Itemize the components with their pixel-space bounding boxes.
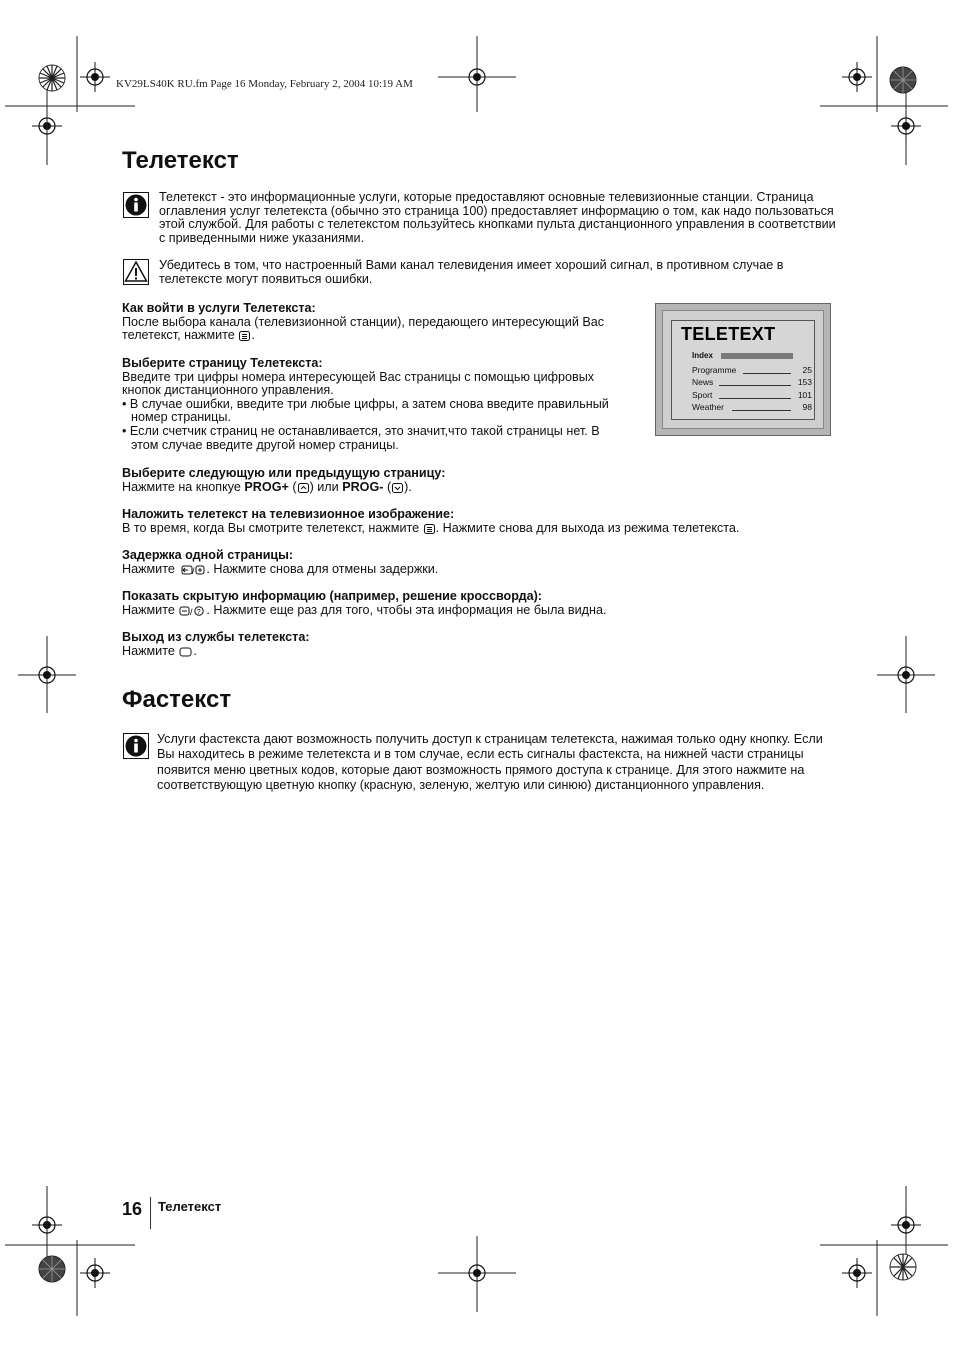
svg-text:?: ? bbox=[197, 608, 202, 616]
section-enter-teletext: Как войти в услуги Телетекста: После выбора канала (телевизионной станции), передающего интересующий Вас телетекст, нажмите . bbox=[122, 302, 632, 343]
section-next-prev: Выберите следующую или предыдущую страницу: Нажмите на кнопкуе PROG+ ( ) или PROG- ( ). bbox=[122, 467, 822, 494]
color-target-icon bbox=[889, 1253, 917, 1281]
list-item: • В случае ошибки, введите три любые цифры, а затем снова введите правильный номер страницы. bbox=[122, 396, 609, 425]
teletext-intro-text: Телетекст - это информационные услуги, которые предоставляют основные телевизионные станции. Страница оглавления услуг телетекста (обычно это страница 100) предоставляет информацию о том, как надо пользоваться этой службой. Для работы с телетекстом пользуйтесь кнопками пульта дистанционного управления в соответствии с приведенными ниже указаниями. bbox=[159, 190, 836, 245]
list-item: News 153 bbox=[692, 377, 812, 387]
registration-mark-icon bbox=[891, 1210, 921, 1240]
enter-heading: Как войти в услуги Телетекста: bbox=[122, 301, 316, 315]
color-target-icon bbox=[889, 66, 917, 94]
registration-mark-icon bbox=[842, 62, 872, 92]
teletext-screen-illustration bbox=[655, 303, 831, 436]
enter-text: После выбора канала (телевизионной станции), передающего интересующий Вас телетекст, нажмите bbox=[122, 314, 605, 343]
prog-minus-label: PROG- bbox=[342, 479, 384, 494]
registration-mark-icon bbox=[891, 111, 921, 141]
teletext-button-icon bbox=[239, 331, 250, 341]
teletext-button-icon bbox=[424, 524, 435, 534]
section-exit: Выход из службы телетекста: Нажмите . bbox=[122, 631, 822, 658]
exit-heading: Выход из службы телетекста: bbox=[122, 630, 310, 644]
list-item: • Если счетчик страниц не останавливается, это значит,что такой страницы нет. В этом случае введите другой номер страницы. bbox=[122, 423, 600, 452]
registration-mark-icon bbox=[842, 1258, 872, 1288]
teletext-screen bbox=[671, 320, 815, 420]
prog-up-icon bbox=[298, 483, 309, 493]
list-item: Programme 25 bbox=[692, 365, 812, 375]
teletext-title: TELETEXT bbox=[681, 324, 776, 344]
info-icon bbox=[123, 192, 149, 218]
prog-plus-label: PROG+ bbox=[244, 479, 289, 494]
registration-mark-icon bbox=[891, 660, 921, 690]
warning-icon bbox=[123, 259, 149, 285]
list-item: Sport 101 bbox=[692, 390, 812, 400]
signal-warning-text: Убедитесь в том, что настроенный Вами канал телевидения имеет хороший сигнал, в противном случае в телетексте могут появиться ошибки. bbox=[159, 258, 784, 286]
section-hold: Задержка одной страницы: Нажмите / . Нажмите снова для отмены задержки. bbox=[122, 549, 822, 576]
section-overlay: Наложить телетекст на телевизионное изображение: В то время, когда Вы смотрите телетекст, нажмите . Нажмите снова для выхода из режима телетекста. bbox=[122, 508, 842, 535]
teletext-screen-bezel bbox=[662, 310, 824, 429]
svg-text:/: / bbox=[190, 606, 193, 616]
overlay-heading: Наложить телетекст на телевизионное изображение: bbox=[122, 507, 455, 521]
prog-down-icon bbox=[392, 483, 403, 493]
registration-mark-icon bbox=[462, 1258, 492, 1288]
color-target-icon bbox=[38, 1255, 66, 1283]
next-prev-heading: Выберите следующую или предыдущую страницу: bbox=[122, 466, 446, 480]
registration-mark-icon bbox=[32, 660, 62, 690]
info-icon bbox=[123, 733, 149, 759]
file-info: KV29LS40K RU.fm Page 16 Monday, February 2, 2004 10:19 AM bbox=[116, 78, 413, 90]
reveal-heading: Показать скрытую информацию (например, решение кроссворда): bbox=[122, 589, 542, 603]
section-title-teletext: Телетекст bbox=[122, 147, 239, 174]
svg-text:/: / bbox=[192, 565, 195, 575]
section-reveal: Показать скрытую информацию (например, решение кроссворда): Нажмите / ? . Нажмите еще раз для того, чтобы эта информация не была видна. bbox=[122, 590, 822, 617]
section-title-fastext: Фастекст bbox=[122, 686, 232, 713]
footer-section-name: Телетекст bbox=[158, 1199, 222, 1214]
hold-heading: Задержка одной страницы: bbox=[122, 548, 294, 562]
fastext-intro-text: Услуги фастекста дают возможность получить доступ к страницам телетекста, нажимая только одну кнопку. Если Вы находитесь в режиме телетекста и в том случае, если есть сигналы фастекста, на нижней части страницы появится меню цветных кодов, которые дают возможность прямого доступа к странице. Для этого нажмите на соответствующую цветную кнопку (красную, зеленую, желтую или синюю) дистанционного управления. bbox=[157, 732, 823, 793]
list-item: Weather 98 bbox=[692, 402, 812, 412]
registration-mark-icon bbox=[462, 62, 492, 92]
teletext-index-label: Index bbox=[692, 351, 713, 360]
footer-divider bbox=[150, 1197, 151, 1229]
registration-mark-icon bbox=[80, 1258, 110, 1288]
tv-icon bbox=[179, 647, 192, 657]
page-number: 16 bbox=[122, 1199, 143, 1219]
registration-mark-icon bbox=[32, 1210, 62, 1240]
reveal-icon bbox=[179, 606, 205, 616]
select-page-heading: Выберите страницу Телетекста: bbox=[122, 356, 323, 370]
teletext-index-bar bbox=[721, 353, 793, 359]
hold-icon bbox=[179, 565, 205, 575]
section-select-page bbox=[122, 357, 627, 452]
select-page-text: Введите три цифры номера интересующей Вас страницы с помощью цифровых кнопок дистанционного управления. bbox=[122, 369, 595, 398]
